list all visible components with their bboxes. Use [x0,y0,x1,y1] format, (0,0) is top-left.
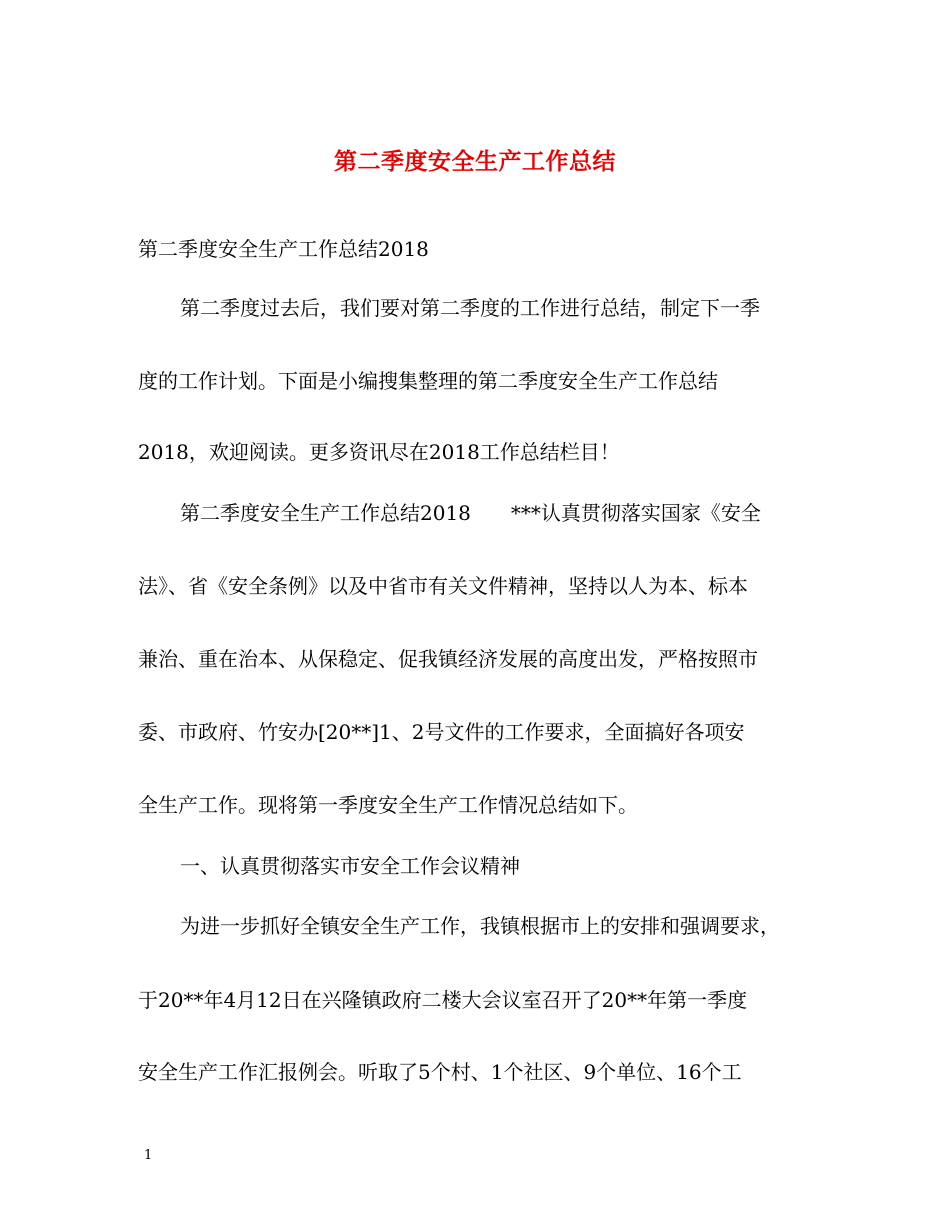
paragraph-line: 第二季度安全生产工作总结2018 ***认真贯彻落实国家《安全 [180,501,761,525]
paragraph-line: 安全生产工作汇报例会。听取了5个村、1个社区、9个单位、16个工 [138,1060,742,1084]
section-heading: 一、认真贯彻落实市安全工作会议精神 [180,854,520,878]
paragraph-line: 于20**年4月12日在兴隆镇政府二楼大会议室召开了20**年第一季度 [138,988,748,1012]
paragraph-line: 全生产工作。现将第一季度安全生产工作情况总结如下。 [138,793,638,817]
paragraph-line: 度的工作计划。下面是小编搜集整理的第二季度安全生产工作总结 [138,369,718,393]
paragraph-line: 2018，欢迎阅读。更多资讯尽在2018工作总结栏目！ [138,440,620,464]
document-title: 第二季度安全生产工作总结 [334,148,616,175]
page-number: 1 [144,1148,153,1163]
subtitle-line: 第二季度安全生产工作总结2018 [138,237,429,261]
paragraph-line: 法》、省《安全条例》以及中省市有关文件精神，坚持以人为本、标本 [138,574,748,598]
paragraph-line: 为进一步抓好全镇安全生产工作，我镇根据市上的安排和强调要求， [180,914,780,938]
paragraph-line: 兼治、重在治本、从保稳定、促我镇经济发展的高度出发，严格按照市 [138,647,758,671]
paragraph-line: 委、市政府、竹安办[20**]1、2号文件的工作要求，全面搞好各项安 [138,720,745,744]
paragraph-line: 第二季度过去后，我们要对第二季度的工作进行总结，制定下一季 [180,296,760,320]
